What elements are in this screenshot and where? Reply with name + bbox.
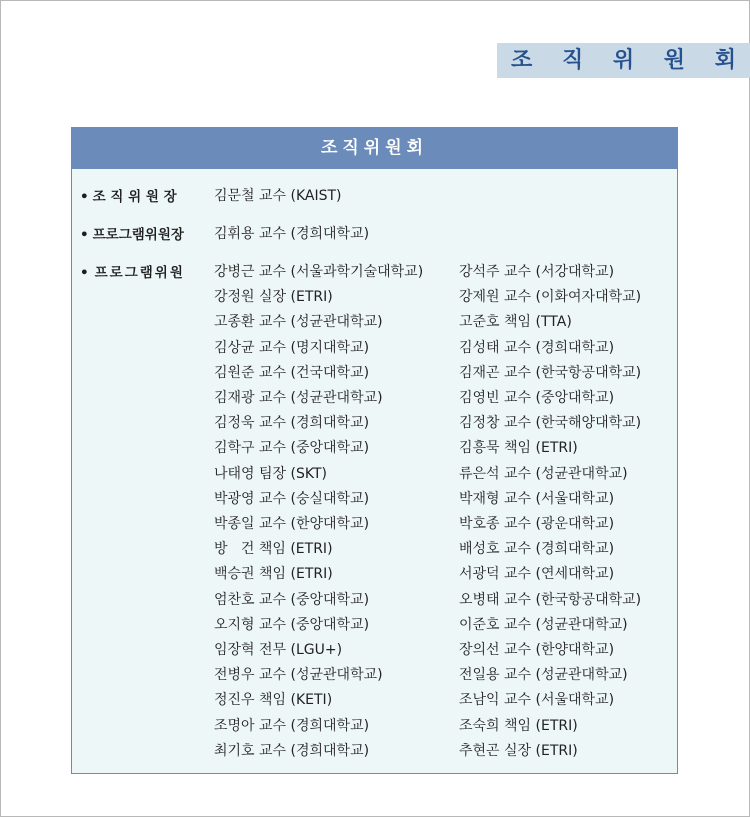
role-row-program-committee <box>72 261 677 761</box>
member-left: 나태영 팀장 (SKT) <box>214 465 327 482</box>
role-label-program-chair-text: 프로그램위원장 <box>92 227 184 243</box>
page-title: 조 직 위 원 회 <box>511 48 747 73</box>
bullet-icon: • <box>80 189 89 205</box>
member-left: 전병우 교수 (성균관대학교) <box>214 667 383 684</box>
member-left: 방 건 책임 (ETRI) <box>214 541 333 558</box>
member-right: 전일용 교수 (성균관대학교) <box>459 667 628 684</box>
member-left: 조명아 교수 (경희대학교) <box>214 717 370 734</box>
member-left: 오지형 교수 (중앙대학교) <box>214 616 370 633</box>
member-left: 김상균 교수 (명지대학교) <box>214 339 370 356</box>
member-right: 추현곤 실장 (ETRI) <box>459 742 578 759</box>
member-right: 서광덕 교수 (연세대학교) <box>459 566 615 583</box>
member-right: 박재형 교수 (서울대학교) <box>459 490 615 507</box>
member-left: 김재광 교수 (성균관대학교) <box>214 390 383 406</box>
role-label-program-chair <box>80 223 184 243</box>
role-label-program-committee <box>80 261 185 281</box>
member-left: 박광영 교수 (숭실대학교) <box>214 490 370 507</box>
member-right: 박호종 교수 (광운대학교) <box>459 516 615 532</box>
member-right: 배성호 교수 (경희대학교) <box>459 541 615 558</box>
member-chair: 김문철 교수 (KAIST) <box>214 188 342 204</box>
member-right: 김정창 교수 (한국해양대학교) <box>459 415 642 432</box>
role-label-chair <box>80 185 177 205</box>
member-right: 김영빈 교수 (중앙대학교) <box>459 390 615 406</box>
member-right: 오병태 교수 (한국항공대학교) <box>459 591 642 608</box>
bullet-icon: • <box>80 265 91 281</box>
page-title-bar <box>497 43 750 78</box>
role-label-chair-text: 조 직 위 원 장 <box>92 189 177 205</box>
member-left: 강병근 교수 (서울과학기술대학교) <box>214 264 424 280</box>
member-right: 고준호 책임 (TTA) <box>459 314 572 331</box>
member-right: 김흥묵 책임 (ETRI) <box>459 440 578 457</box>
member-left: 고종환 교수 (성균관대학교) <box>214 314 383 331</box>
member-left: 박종일 교수 (한양대학교) <box>214 516 370 532</box>
member-left: 강정원 실장 (ETRI) <box>214 289 333 306</box>
member-right: 류은석 교수 (성균관대학교) <box>459 465 628 482</box>
member-left: 백승권 책임 (ETRI) <box>214 566 333 583</box>
member-right: 장의선 교수 (한양대학교) <box>459 642 615 658</box>
member-left: 김원준 교수 (건국대학교) <box>214 364 370 381</box>
member-left: 김학구 교수 (중앙대학교) <box>214 440 370 457</box>
member-left: 최기호 교수 (경희대학교) <box>214 742 370 759</box>
member-right: 이준호 교수 (성균관대학교) <box>459 616 628 633</box>
panel-header: 조직위원회 <box>72 128 677 169</box>
member-left: 정진우 책임 (KETI) <box>214 692 333 709</box>
member-program-chair: 김휘용 교수 (경희대학교) <box>214 226 370 242</box>
member-left: 임장혁 전무 (LGU+) <box>214 642 343 658</box>
member-right: 김성태 교수 (경희대학교) <box>459 339 615 356</box>
member-right: 강석주 교수 (서강대학교) <box>459 264 615 280</box>
member-right: 김재곤 교수 (한국항공대학교) <box>459 364 642 381</box>
member-right: 조숙희 책임 (ETRI) <box>459 717 578 734</box>
committee-panel <box>71 127 678 774</box>
member-left: 김정욱 교수 (경희대학교) <box>214 415 370 432</box>
bullet-icon: • <box>80 227 89 243</box>
member-right: 조남익 교수 (서울대학교) <box>459 692 615 709</box>
member-right: 강제원 교수 (이화여자대학교) <box>459 289 642 306</box>
role-label-program-committee-text: 프로그램위원 <box>94 265 185 281</box>
member-left: 엄찬호 교수 (중앙대학교) <box>214 591 370 608</box>
